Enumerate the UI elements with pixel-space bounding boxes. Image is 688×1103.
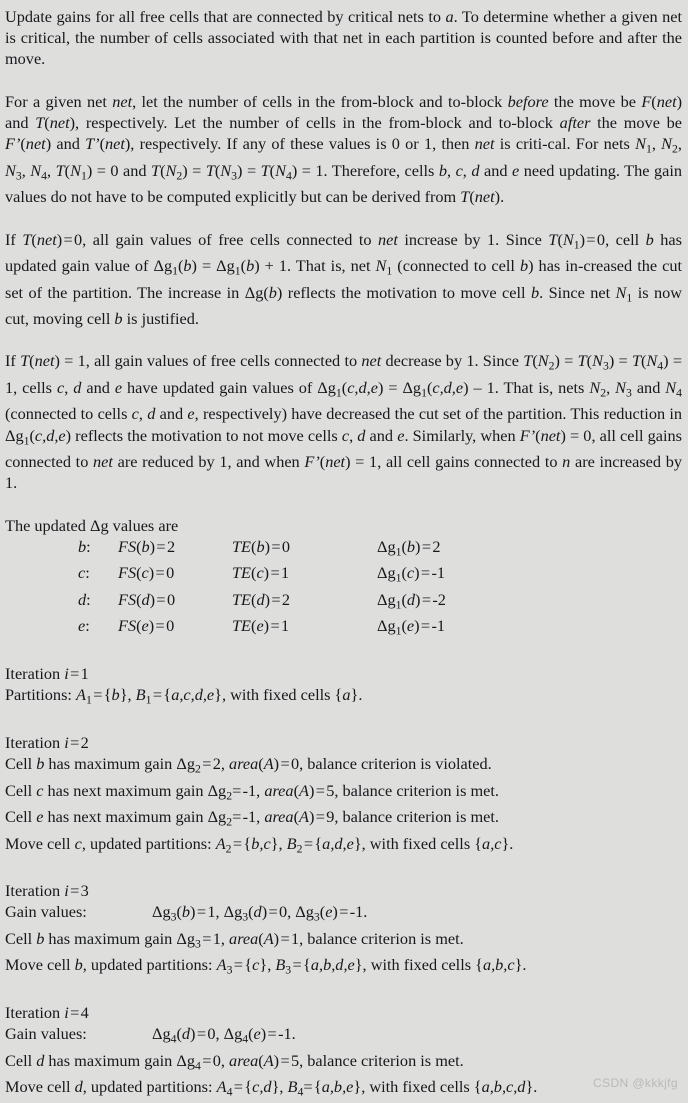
- iteration-line: Cell b has maximum gain $\Delta g_2$ = 2, area(A) = 0, balance criterion is violated.: [5, 754, 492, 776]
- delta-g-value: $\Delta g_1(d)$ = -2: [377, 589, 446, 612]
- cell-label: d:: [78, 589, 91, 609]
- te-value: TE(c) = 1: [232, 563, 290, 583]
- gain-values-section: [5, 515, 682, 642]
- iteration-2: [5, 732, 682, 859]
- delta-g-value: $\Delta g_1(c)$ = -1: [377, 563, 446, 585]
- cell-label: b:: [78, 536, 91, 556]
- iteration-gain-values: Gain values: $\Delta g_4(d)$ = 0, $\Delta g_4(e)$ = -1.: [5, 1024, 296, 1046]
- iteration-line: Cell e has next maximum gain $\Delta g_2=$ -1, area(A) = 9, balance criterion is met.: [5, 807, 499, 829]
- iteration-line: Move cell b, updated partitions: $A_3$ = {c}, $B_3$ = {a,b,d,e}, with fixed cells {a,b,c}.: [5, 955, 527, 977]
- paragraph-1: Update gains for all free cells that are connected by critical nets to a. To determine whether a given net is critical, the number of cells associated with that net in each partition is counted before and after the move.: [5, 7, 682, 69]
- gain-section-heading: The updated Δg values are: [5, 515, 179, 535]
- gain-values-table: [5, 536, 446, 642]
- table-row: [5, 536, 446, 562]
- iteration-gain-values: Gain values: $\Delta g_3(b)$ = 1, $\Delta g_3(d)$ = 0, $\Delta g_3(e)$ = -1.: [5, 902, 368, 924]
- table-row: [5, 589, 446, 615]
- paragraph-4: If T(net) = 1, all gain values of free cells connected to net decrease by 1. Since $T(N_2) = T(N_3) = T(N_4) = 1$, cells c, d and e have updated gain values of $\Delta g_1(c,d,e) = \Delta g_1(c,d,e) - 1$. That is, nets $N_2$, $N_3$ and $N_4$ (connected to cells c, d and e, respectively) have decreased the cut set of the partition. This reduction in $\Delta g_1(c,d,e)$ reflects the motivation to not move cells c, d and e. Similarly, when F’(net) = 0, all cell gains connected to net are reduced by 1, and when F’(net) = 1, all cell gains connected to n are increased by 1.: [5, 351, 683, 493]
- iteration-1: [5, 663, 682, 711]
- te-value: TE(d) = 2: [232, 589, 291, 609]
- fs-value: FS(d) = 0: [118, 589, 176, 609]
- iteration-line: Partitions: $A_1$ = {b}, $B_1$ = {a,c,d,e}, with fixed cells {a}.: [5, 685, 363, 707]
- iteration-3: [5, 880, 682, 981]
- gain-values-label: Gain values:: [5, 1024, 87, 1044]
- delta-g-value: $\Delta g_1(e)$ = -1: [377, 616, 446, 638]
- table-row: [5, 615, 446, 641]
- paragraph-3: If T(net) = 0, all gain values of free cells connected to net increase by 1. Since $T(N_1)$ = 0, cell b has updated gain value of $\Delta g_1(b) = \Delta g_1(b) + 1$. That is, net $N_1$ (connected to cell b) has in-creased the cut set of the partition. The increase in Δg(b) reflects the motivation to move cell b. Since net $N_1$ is now cut, moving cell b is justified.: [5, 229, 683, 329]
- iteration-heading: Iteration i = 4: [5, 1003, 89, 1023]
- cell-label: e:: [78, 616, 90, 636]
- table-row: [5, 562, 446, 588]
- iteration-line: Cell c has next maximum gain $\Delta g_2=$ -1, area(A) = 5, balance criterion is met.: [5, 780, 499, 802]
- cell-label: c:: [78, 563, 90, 583]
- iteration-line: Cell b has maximum gain $\Delta g_3$ = 1, area(A) = 1, balance criterion is met.: [5, 928, 464, 951]
- csdn-watermark: CSDN @kkkjfg: [593, 1076, 678, 1090]
- paragraph-2: For a given net net, let the number of cells in the from-block and to-block before the move be F(net) and T(net), respectively. Let the number of cells in the from-block and to-block after the move be F’(net) and T’(net), respectively. If any of these values is 0 or 1, then net is criti-cal. For nets $N_1$, $N_2$, $N_3$, $N_4$, $T(N_1) = 0$ and $T(N_2) = T(N_3) = T(N_4) = 1$. Therefore, cells b, c, d and e need updating. The gain values do not have to be computed explicitly but can be derived from T(net).: [5, 91, 683, 207]
- fs-value: FS(e) = 0: [118, 616, 175, 636]
- te-value: TE(e) = 1: [232, 616, 290, 636]
- fs-value: FS(b) = 2: [118, 536, 176, 556]
- iteration-heading: Iteration i = 2: [5, 732, 89, 752]
- fs-value: FS(c) = 0: [118, 563, 175, 583]
- te-value: TE(b) = 0: [232, 536, 291, 556]
- iteration-line: Move cell c, updated partitions: $A_2$ = {b,c}, $B_2$ = {a,d,e}, with fixed cells {a,c}.: [5, 833, 514, 855]
- iteration-heading: Iteration i = 1: [5, 663, 89, 683]
- delta-g-value: $\Delta g_1(b)$ = 2: [377, 536, 441, 559]
- iteration-heading: Iteration i = 3: [5, 881, 89, 901]
- iteration-line: Cell d has maximum gain $\Delta g_4$ = 0, area(A) = 5, balance criterion is met.: [5, 1050, 464, 1072]
- iteration-4: [5, 1002, 682, 1103]
- iteration-line: Move cell d, updated partitions: $A_4$ = {c,d}, $B_4=$ {a,b,e}, with fixed cells {a,b,c,d}.: [5, 1077, 538, 1099]
- gain-values-label: Gain values:: [5, 902, 87, 922]
